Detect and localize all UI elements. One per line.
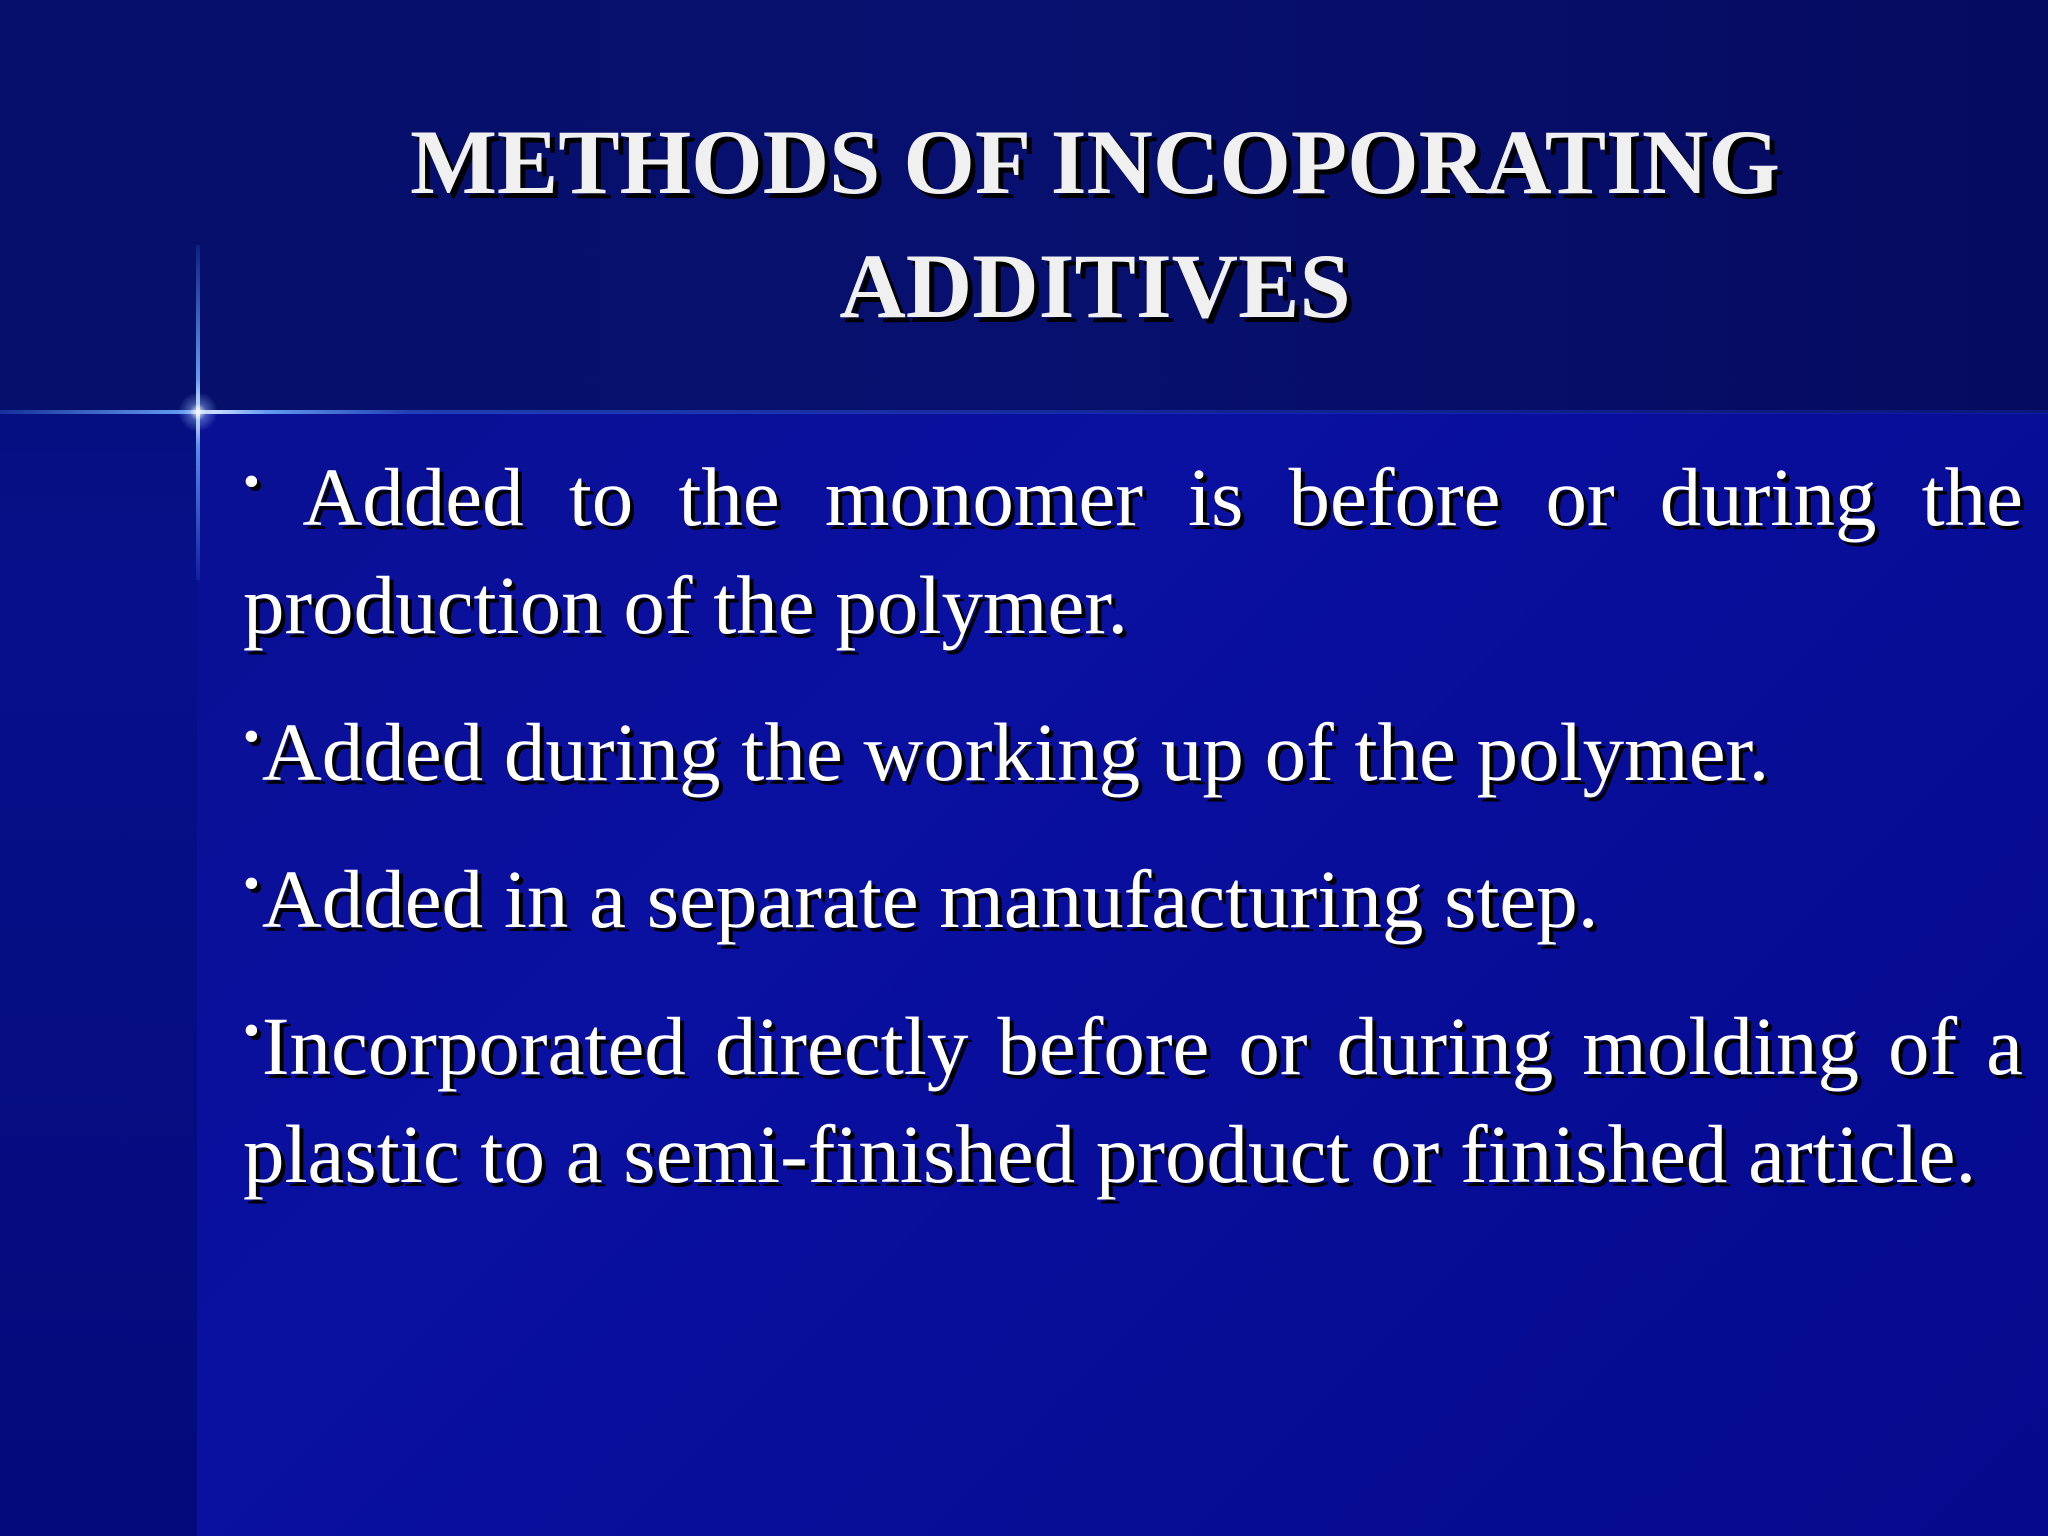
bullet-icon: • (243, 455, 260, 508)
slide-title-line-1: METHODS OF INCOPORATING (410, 111, 1780, 213)
horizontal-accent-line (0, 410, 2048, 414)
list-item-text: Added to the monomer is before or during the production of the polymer. (243, 451, 2023, 651)
list-item (243, 977, 2023, 1208)
bullet-icon: • (243, 710, 260, 763)
bullet-icon: • (243, 1004, 260, 1057)
bullet-icon: • (243, 857, 260, 910)
list-item (243, 428, 2023, 659)
list-item-text: Added in a separate manufacturing step. (261, 853, 1599, 945)
bullet-list (243, 428, 2023, 1232)
slide-title (200, 100, 1990, 348)
light-flare-decoration (178, 392, 218, 432)
list-item-text: Added during the working up of the polymer. (261, 706, 1770, 798)
slide-title-line-2: ADDITIVES (839, 235, 1351, 337)
list-item (243, 830, 2023, 953)
list-item-text: Incorporated directly before or during molding of a plastic to a semi-finished product or finished article. (243, 1000, 2023, 1200)
list-item (243, 683, 2023, 806)
